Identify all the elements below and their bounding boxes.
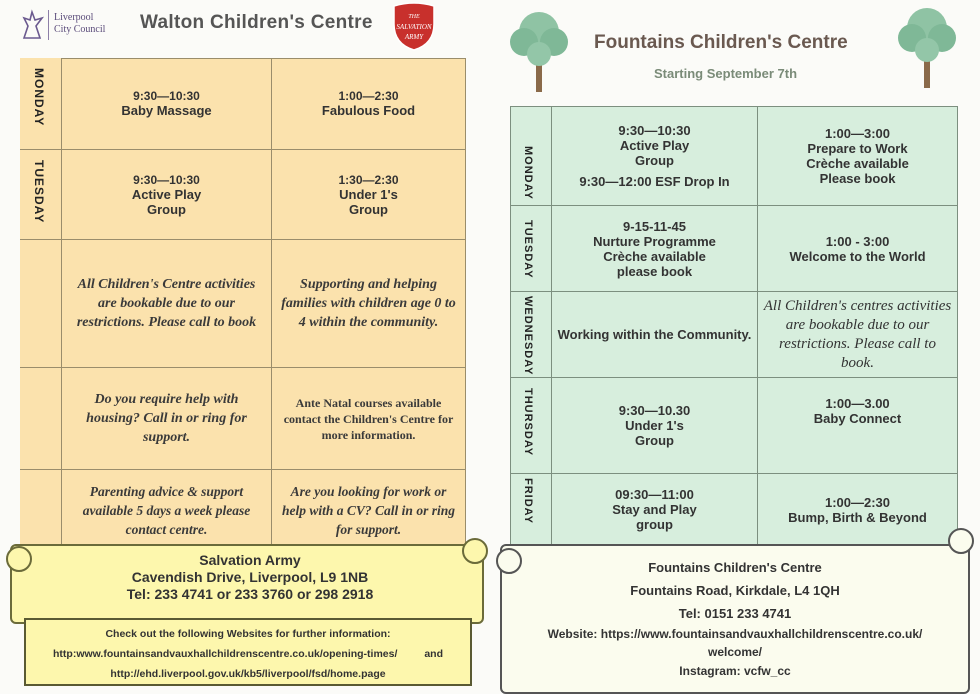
monday-afternoon-cell — [758, 106, 958, 206]
bookable-text: All Children's centres activities are bookable due to our restrictions. Please call to book. — [763, 297, 952, 371]
tuesday-afternoon-cell — [272, 150, 466, 240]
session-activity: Working within the Community. — [557, 327, 752, 342]
fountains-subtitle: Starting September 7th — [654, 66, 798, 81]
shield-text-2: SALVATION — [396, 23, 432, 31]
tuesday-morning-cell — [62, 150, 272, 240]
websites-intro: Check out the following Websites for further information: — [105, 628, 391, 640]
address-line-3: Tel: 233 4741 or 233 3760 or 298 2918 — [126, 586, 374, 602]
session-activity: Baby Massage — [121, 103, 212, 118]
day-label-monday: MONDAY — [522, 146, 534, 200]
session-activity-2: Group — [349, 201, 388, 217]
session-time: 1:00—2:30 — [338, 89, 399, 103]
address-website[interactable]: Website: https://www.fountainsandvauxhallchildrenscentre.co.uk/ — [547, 627, 923, 641]
esf-drop-in: 9:30—12:00 ESF Drop In — [579, 173, 730, 189]
antenatal-text: Ante Natal courses available contact the Children's Centre for more information. — [283, 395, 454, 442]
liverpool-fsd-link[interactable]: http://ehd.liverpool.gov.uk/kb5/liverpool/fsd/home.page — [110, 668, 386, 680]
shield-text-1: THE — [408, 14, 420, 20]
parenting-info-cell — [62, 470, 272, 552]
supporting-info-cell — [272, 240, 466, 368]
day-label-monday: MONDAY — [32, 68, 46, 127]
session-time: 9:30—10:30 — [133, 172, 200, 187]
day-label-friday: FRIDAY — [522, 478, 534, 524]
address-line-1: Salvation Army — [199, 552, 301, 568]
session-activity: Fabulous Food — [321, 103, 416, 118]
session-time: 9:30—10.30 — [618, 403, 691, 418]
bookable-info-cell — [62, 240, 272, 368]
session-activity-2: Group — [147, 201, 186, 217]
wednesday-morning-cell — [552, 292, 758, 378]
fountains-address — [510, 556, 960, 681]
tree-icon — [896, 2, 958, 90]
day-label-tuesday: TUESDAY — [32, 160, 46, 224]
monday-morning-cell — [62, 58, 272, 150]
address-instagram[interactable]: Instagram: vcfw_cc — [679, 664, 791, 678]
session-activity: Baby Connect — [813, 411, 902, 426]
creche-note: Crèche available — [603, 248, 706, 264]
websites-link-row — [24, 644, 472, 664]
supporting-text: Supporting and helping families with children age 0 to 4 within the community. — [281, 277, 456, 330]
day-cell-blank-3 — [20, 470, 62, 552]
session-time: 9:30—10:30 — [618, 122, 691, 138]
work-info-cell — [272, 470, 466, 552]
session-activity: Stay and Play — [612, 502, 697, 517]
session-activity: Active Play — [619, 137, 690, 153]
tree-icon — [508, 6, 570, 94]
session-time: 9:30—10:30 — [133, 89, 200, 103]
session-time: 1:00 - 3:00 — [825, 233, 890, 249]
day-label-tuesday: TUESDAY — [522, 220, 534, 279]
session-time: 9-15-11-45 — [623, 218, 686, 234]
salvation-army-address — [20, 552, 480, 603]
walton-title: Walton Children's Centre — [140, 12, 373, 33]
housing-info-cell — [62, 368, 272, 470]
session-time: 1:00—2:30 — [824, 494, 891, 510]
work-text: Are you looking for work or help with a CV? Call in or ring for support. — [282, 484, 455, 537]
shield-text-3: ARMY — [404, 33, 424, 41]
antenatal-info-cell — [272, 368, 466, 470]
booking-note: please book — [616, 263, 693, 279]
websites-text — [24, 624, 472, 684]
wednesday-afternoon-cell — [758, 292, 958, 378]
session-activity: Bump, Birth & Beyond — [788, 509, 927, 525]
tuesday-afternoon-cell — [758, 206, 958, 292]
session-time: 1:30—2:30 — [338, 172, 399, 187]
day-label-thursday: THURSDAY — [522, 388, 534, 457]
logo-divider — [48, 10, 49, 40]
friday-morning-cell — [552, 474, 758, 546]
day-label-wednesday: WEDNESDAY — [522, 296, 534, 376]
liverbird-icon — [18, 8, 46, 44]
scroll-curl-right — [948, 528, 974, 554]
session-activity: Welcome to the World — [789, 248, 926, 264]
fountains-title: Fountains Children's Centre — [594, 32, 848, 53]
session-activity-2: Group — [635, 152, 674, 168]
parenting-text: Parenting advice & support available 5 days a week please contact centre. — [82, 484, 251, 537]
address-phone: Tel: 0151 233 4741 — [678, 606, 792, 621]
housing-text: Do you require help with housing? Call in or ring for support. — [86, 392, 247, 445]
address-website-2[interactable]: welcome/ — [707, 645, 763, 659]
session-activity-2: group — [636, 517, 673, 532]
day-cell-blank-2 — [20, 368, 62, 470]
session-time: 1:00—3:00 — [824, 125, 891, 141]
session-activity: Active Play — [131, 186, 202, 202]
day-cell-blank-1 — [20, 240, 62, 368]
creche-note: Crèche available — [806, 155, 909, 171]
tuesday-morning-cell — [552, 206, 758, 292]
session-time: 1:00—3.00 — [825, 396, 890, 411]
session-activity-2: Group — [635, 433, 674, 448]
websites-and: and — [424, 648, 443, 660]
monday-morning-cell — [552, 106, 758, 206]
thursday-afternoon-cell — [758, 378, 958, 474]
friday-afternoon-cell — [758, 474, 958, 546]
session-activity: Under 1's — [625, 418, 684, 433]
address-line-2: Fountains Road, Kirkdale, L4 1QH — [630, 583, 840, 598]
salvation-army-shield-icon — [390, 2, 438, 52]
address-line-1: Fountains Children's Centre — [648, 560, 822, 575]
council-logo-text — [54, 12, 105, 36]
bookable-text: All Children's Centre activities are bookable due to our restrictions. Please call to book — [76, 277, 257, 330]
session-activity: Nurture Programme — [593, 233, 716, 249]
session-time: 09:30—11:00 — [615, 487, 694, 502]
fountains-opening-times-link[interactable]: http:www.fountainsandvauxhallchildrenscentre.co.uk/opening-times/ — [53, 648, 398, 660]
session-activity: Prepare to Work — [807, 140, 908, 156]
booking-note: Please book — [819, 170, 896, 186]
council-name-1: Liverpool — [54, 12, 94, 23]
thursday-morning-cell — [552, 378, 758, 474]
session-activity: Under 1's — [339, 186, 398, 202]
monday-afternoon-cell — [272, 58, 466, 150]
council-name-2: City Council — [54, 24, 106, 35]
address-line-2: Cavendish Drive, Liverpool, L9 1NB — [131, 569, 369, 585]
